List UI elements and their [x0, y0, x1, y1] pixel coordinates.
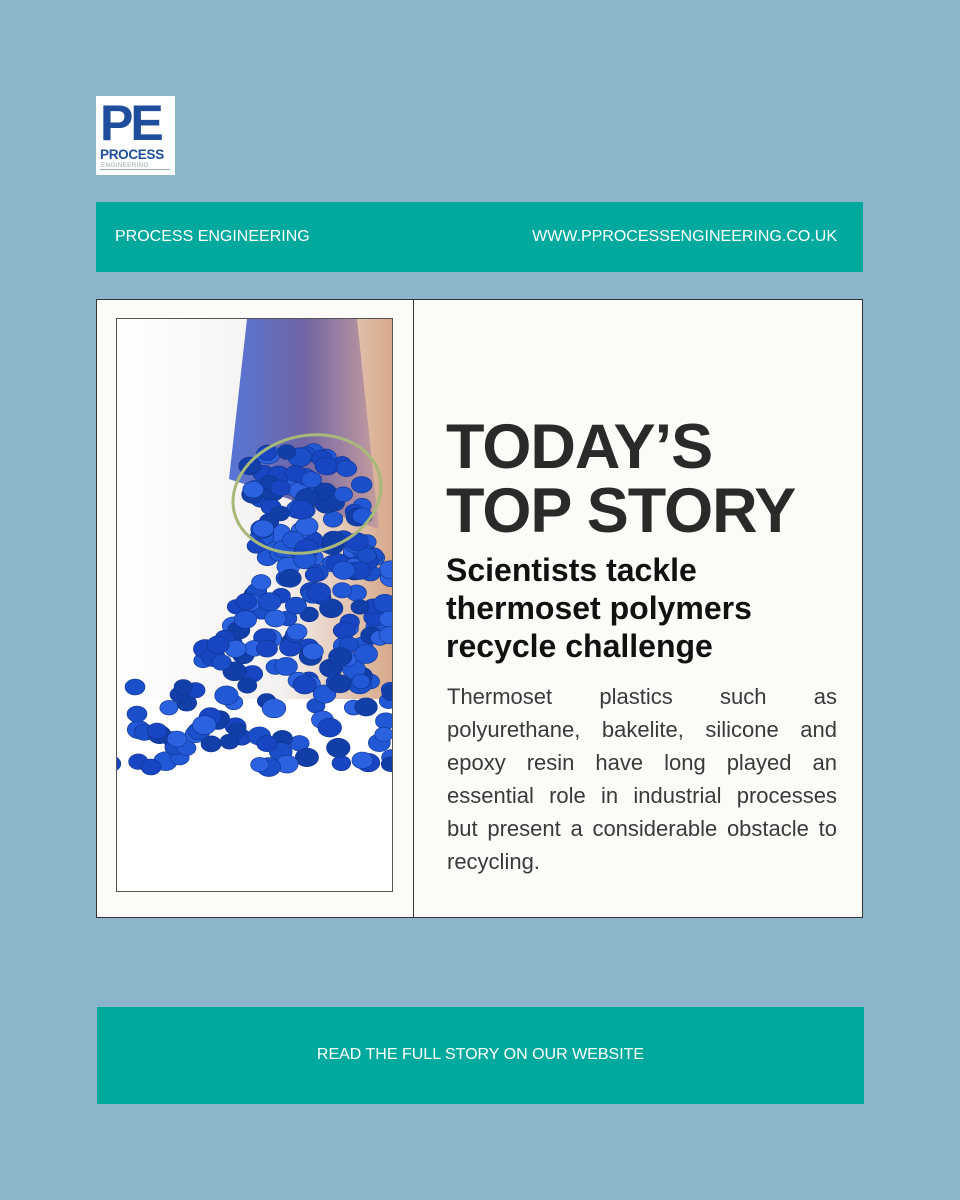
logo-process: PROCESS	[100, 147, 164, 162]
pellet	[256, 640, 277, 657]
pellet	[334, 622, 356, 639]
pellet	[351, 600, 369, 614]
pellet	[215, 686, 238, 705]
pellet	[147, 723, 167, 739]
pellet	[374, 594, 392, 612]
pellet	[279, 569, 302, 587]
pellet	[251, 575, 270, 591]
pellet	[337, 461, 357, 477]
pellet	[326, 738, 350, 757]
pellet	[295, 748, 318, 767]
logo-engineering: ENGINEERING	[101, 162, 149, 169]
pellet	[220, 734, 239, 749]
pellet	[332, 756, 351, 771]
pellet	[303, 643, 324, 660]
pellet	[251, 757, 269, 771]
pellet	[257, 736, 277, 752]
pellet	[243, 481, 264, 498]
pellet	[277, 445, 295, 460]
pellet	[346, 533, 368, 551]
pellet	[252, 520, 274, 537]
pellet	[258, 593, 281, 611]
brand-name: PROCESS ENGINEERING	[115, 228, 310, 245]
pellet	[334, 487, 353, 502]
pellet	[270, 480, 290, 496]
pellet	[301, 472, 321, 488]
pellet	[207, 636, 229, 654]
story-summary: Thermoset plastics such as polyurethane, bakelite, silicone and epoxy resin have long played an essential role in industrial processes but present a considerable obstacle to recycling.	[447, 684, 837, 874]
pellet	[236, 593, 257, 610]
pellet	[305, 567, 324, 582]
story-headline[interactable]: Scientists tackle thermoset polymers recycle challenge	[446, 552, 752, 664]
pellet	[238, 678, 257, 693]
process-engineering-logo	[96, 96, 175, 175]
pellet	[352, 674, 370, 689]
story-card	[96, 299, 863, 918]
pellet	[352, 752, 373, 769]
pellet	[262, 699, 286, 718]
website-link[interactable]: WWW.PPROCESSENGINEERING.CO.UK	[532, 228, 837, 245]
section-heading	[446, 412, 796, 546]
logo-pe: PE	[100, 95, 161, 151]
pellet	[212, 655, 232, 671]
pellet	[318, 718, 342, 737]
pellet	[275, 657, 298, 675]
pellet	[160, 700, 178, 715]
pellet	[125, 679, 145, 695]
pellet	[315, 457, 337, 475]
pellet	[127, 706, 147, 722]
pellet	[351, 476, 372, 493]
pellet	[234, 611, 256, 629]
cta-label: READ THE FULL STORY ON OUR WEBSITE	[316, 1046, 645, 1063]
heading-line-1: TODAY’S	[446, 412, 713, 482]
pellet	[141, 759, 161, 775]
pellet	[375, 727, 392, 742]
pellet	[271, 506, 290, 521]
pellet	[293, 676, 316, 694]
pellet	[329, 675, 352, 693]
logo-rule	[100, 169, 170, 170]
read-full-story-button[interactable]	[97, 1007, 864, 1104]
pellet	[329, 647, 352, 666]
card-divider	[413, 300, 414, 917]
pellet	[287, 624, 307, 640]
pellet	[332, 561, 355, 579]
heading-line-2: TOP STORY	[446, 476, 796, 546]
pellet	[307, 583, 331, 602]
pellet	[333, 583, 352, 598]
pellet	[193, 716, 217, 735]
pellet	[290, 501, 313, 520]
pellet	[355, 698, 378, 716]
pellet	[265, 610, 286, 627]
story-image	[116, 318, 393, 892]
pellet	[323, 511, 343, 527]
pellet	[167, 731, 187, 747]
pellet	[174, 680, 193, 695]
header-bar	[96, 202, 863, 272]
pellet	[354, 645, 377, 664]
